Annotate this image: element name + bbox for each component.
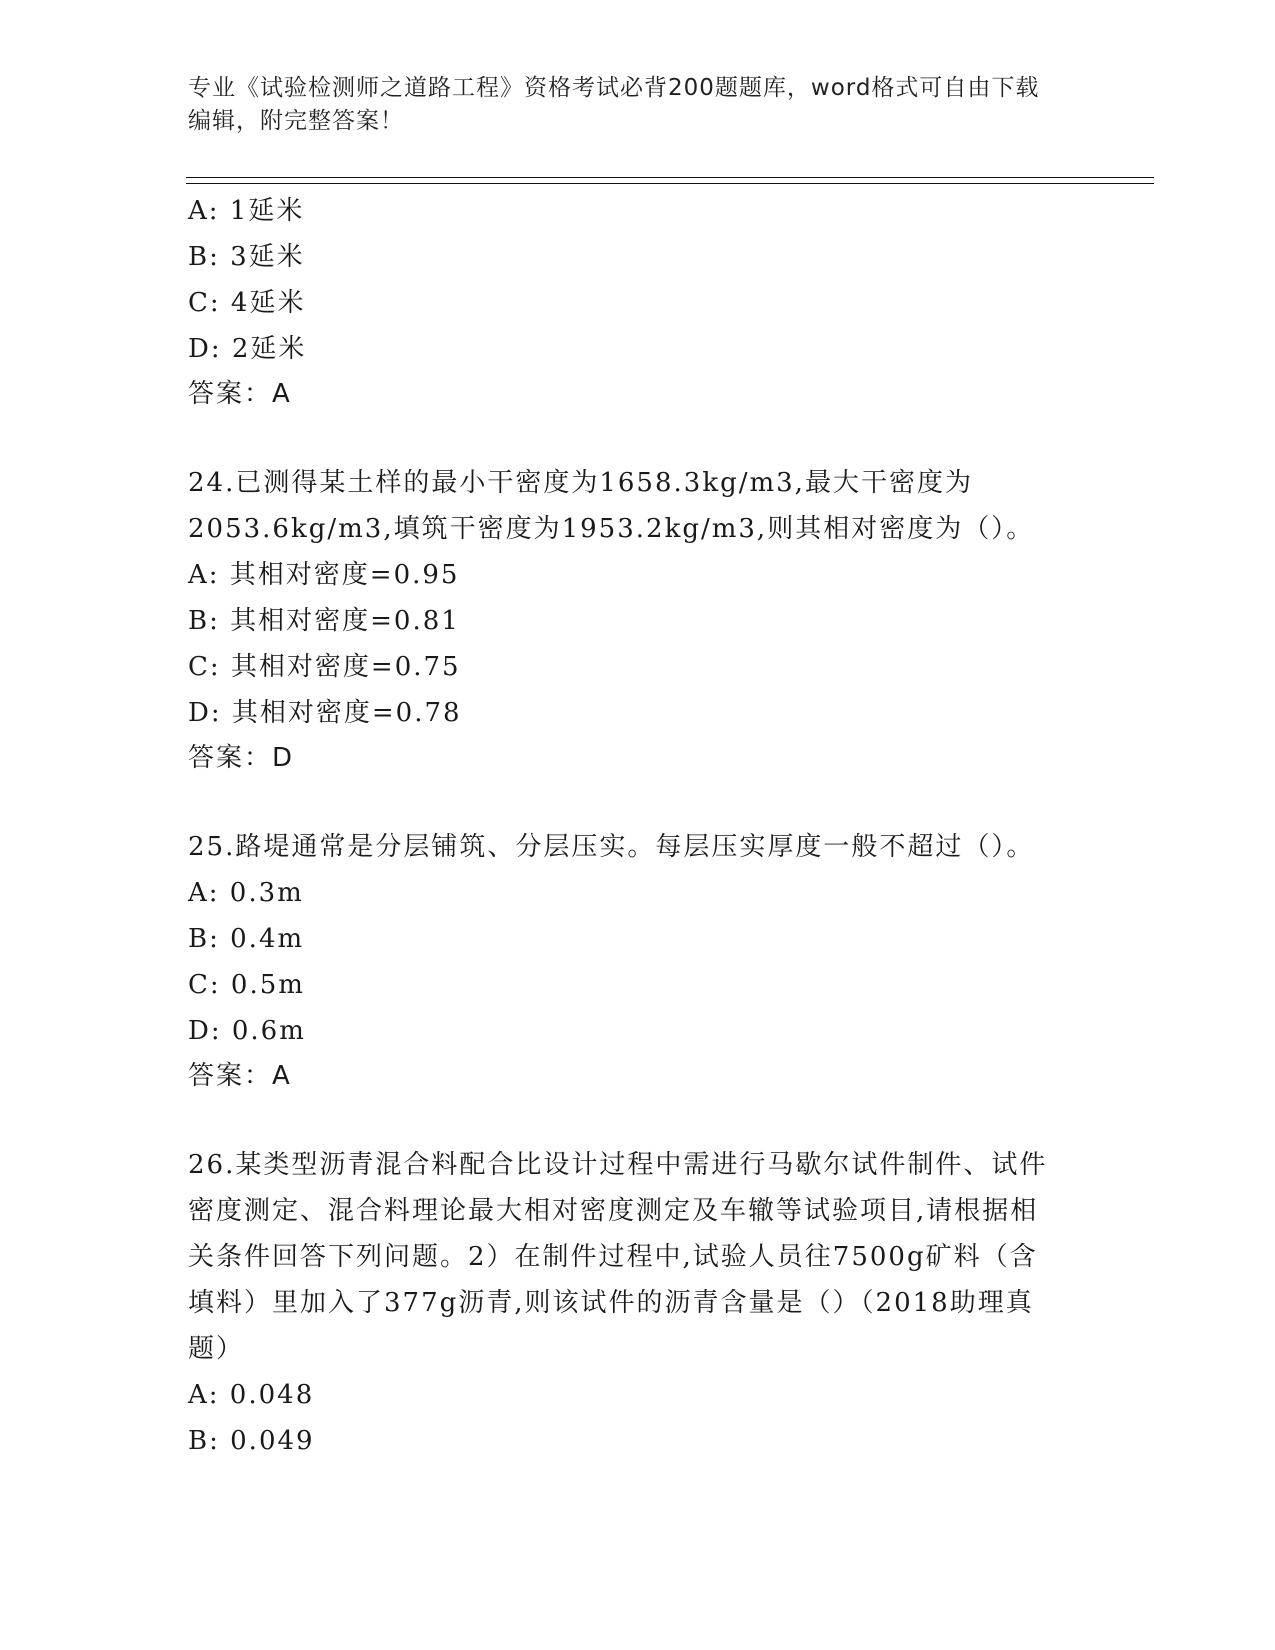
question-stem-line: 题） (188, 1334, 245, 1364)
question-stem-line: 填料）里加入了377g沥青,则该试件的沥青含量是（）（2018助理真 (188, 1288, 1034, 1318)
answer: 答案：A (188, 1061, 292, 1091)
header-divider-top (186, 177, 1154, 178)
question-stem-line: 25.路堤通常是分层铺筑、分层压实。每层压实厚度一般不超过（）。 (188, 832, 1035, 862)
option-d: D: 其相对密度=0.78 (188, 698, 462, 728)
question-25 (188, 824, 1088, 1098)
header-divider-bottom (186, 183, 1154, 184)
option-c: C: 其相对密度=0.75 (188, 652, 461, 682)
question-stem-line: 26.某类型沥青混合料配合比设计过程中需进行马歇尔试件制件、试件 (188, 1150, 1048, 1180)
option-a: A: 1延米 (188, 196, 305, 226)
document-body (188, 188, 1088, 1464)
question-23 (188, 188, 1088, 416)
document-header (188, 72, 1068, 138)
option-a: A: 0.048 (188, 1380, 315, 1410)
option-b: B: 0.049 (188, 1426, 315, 1456)
option-a: A: 其相对密度=0.95 (188, 560, 460, 590)
option-b: B: 其相对密度=0.81 (188, 606, 460, 636)
header-title-line-1: 专业《试验检测师之道路工程》资格考试必背200题题库，word格式可自由下载 (188, 75, 1040, 101)
question-26 (188, 1142, 1088, 1464)
question-stem-line: 密度测定、混合料理论最大相对密度测定及车辙等试验项目,请根据相 (188, 1196, 1039, 1226)
option-d: D: 2延米 (188, 334, 307, 364)
question-stem-line: 24.已测得某土样的最小干密度为1658.3kg/m3,最大干密度为 (188, 468, 973, 498)
option-b: B: 3延米 (188, 242, 305, 272)
header-title-line-2: 编辑，附完整答案！ (188, 108, 404, 134)
question-stem-line: 2053.6kg/m3,填筑干密度为1953.2kg/m3,则其相对密度为（）。 (188, 514, 1035, 544)
option-d: D: 0.6m (188, 1016, 306, 1046)
question-stem-line: 关条件回答下列问题。2）在制件过程中,试验人员往7500g矿料（含 (188, 1242, 1038, 1272)
option-c: C: 4延米 (188, 288, 306, 318)
answer: 答案：D (188, 743, 295, 773)
option-b: B: 0.4m (188, 924, 305, 954)
option-a: A: 0.3m (188, 878, 304, 908)
answer: 答案：A (188, 379, 292, 409)
question-24 (188, 460, 1088, 780)
option-c: C: 0.5m (188, 970, 305, 1000)
